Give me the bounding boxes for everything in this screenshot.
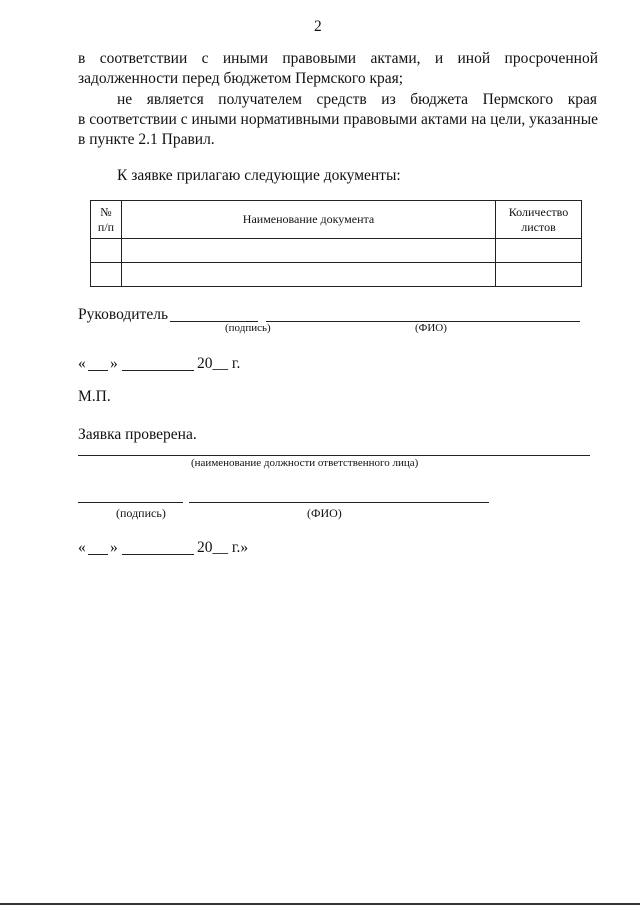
fio-caption: (ФИО)	[415, 322, 447, 334]
date-year: 20__ г.	[197, 355, 241, 372]
header-sheets-line: Количество	[508, 204, 569, 219]
signature-caption: (подпись)	[225, 322, 271, 334]
table-cell	[91, 263, 122, 287]
table-cell	[91, 239, 122, 263]
date-open-quote: «	[78, 355, 86, 372]
paragraph-line: задолженности перед бюджетом Пермского края;	[78, 70, 404, 87]
table-header-row	[91, 201, 582, 239]
signature-caption-2: (подпись)	[116, 506, 166, 520]
date-year-final: 20__ г.»	[197, 539, 249, 556]
attachments-intro: К заявке прилагаю следующие документы:	[117, 167, 401, 184]
date-month-line	[122, 370, 194, 371]
documents-table	[90, 200, 582, 287]
official-position-caption: (наименование должности ответственного лица)	[191, 457, 419, 469]
date-day-line	[88, 554, 108, 555]
stamp-mark: М.П.	[78, 388, 111, 405]
official-position-line	[78, 455, 590, 456]
header-number-line: п/п	[97, 219, 115, 234]
header-sheets-line: листов	[521, 219, 556, 234]
checked-label: Заявка проверена.	[78, 426, 197, 443]
table-cell	[122, 239, 496, 263]
date-open-quote: «	[78, 539, 86, 556]
date-close-quote: »	[110, 539, 118, 556]
fio-line-2	[189, 502, 489, 503]
signature-line-2	[78, 502, 183, 503]
paragraph-line: в соответствии с иными нормативными правовыми актами на цели, указанные	[78, 111, 598, 128]
date-close-quote: »	[110, 355, 118, 372]
table-cell	[122, 263, 496, 287]
fio-caption-2: (ФИО)	[307, 506, 342, 520]
table-header-document: Наименование документа	[122, 201, 496, 239]
table-cell	[496, 239, 582, 263]
date-month-line	[122, 554, 194, 555]
table-header-number	[91, 201, 122, 239]
table-cell	[496, 263, 582, 287]
table-row	[91, 263, 582, 287]
header-number-line: №	[100, 204, 112, 219]
date-day-line	[88, 370, 108, 371]
paragraph-line: в пункте 2.1 Правил.	[78, 131, 215, 148]
page-number: 2	[314, 18, 322, 35]
paragraph-line: не является получателем средств из бюджета Пермского края	[117, 91, 597, 108]
head-label: Руководитель	[78, 306, 169, 323]
table-header-sheets	[496, 201, 582, 239]
paragraph-line: в соответствии с иными правовыми актами, и иной просроченной	[78, 50, 598, 67]
table-row	[91, 239, 582, 263]
